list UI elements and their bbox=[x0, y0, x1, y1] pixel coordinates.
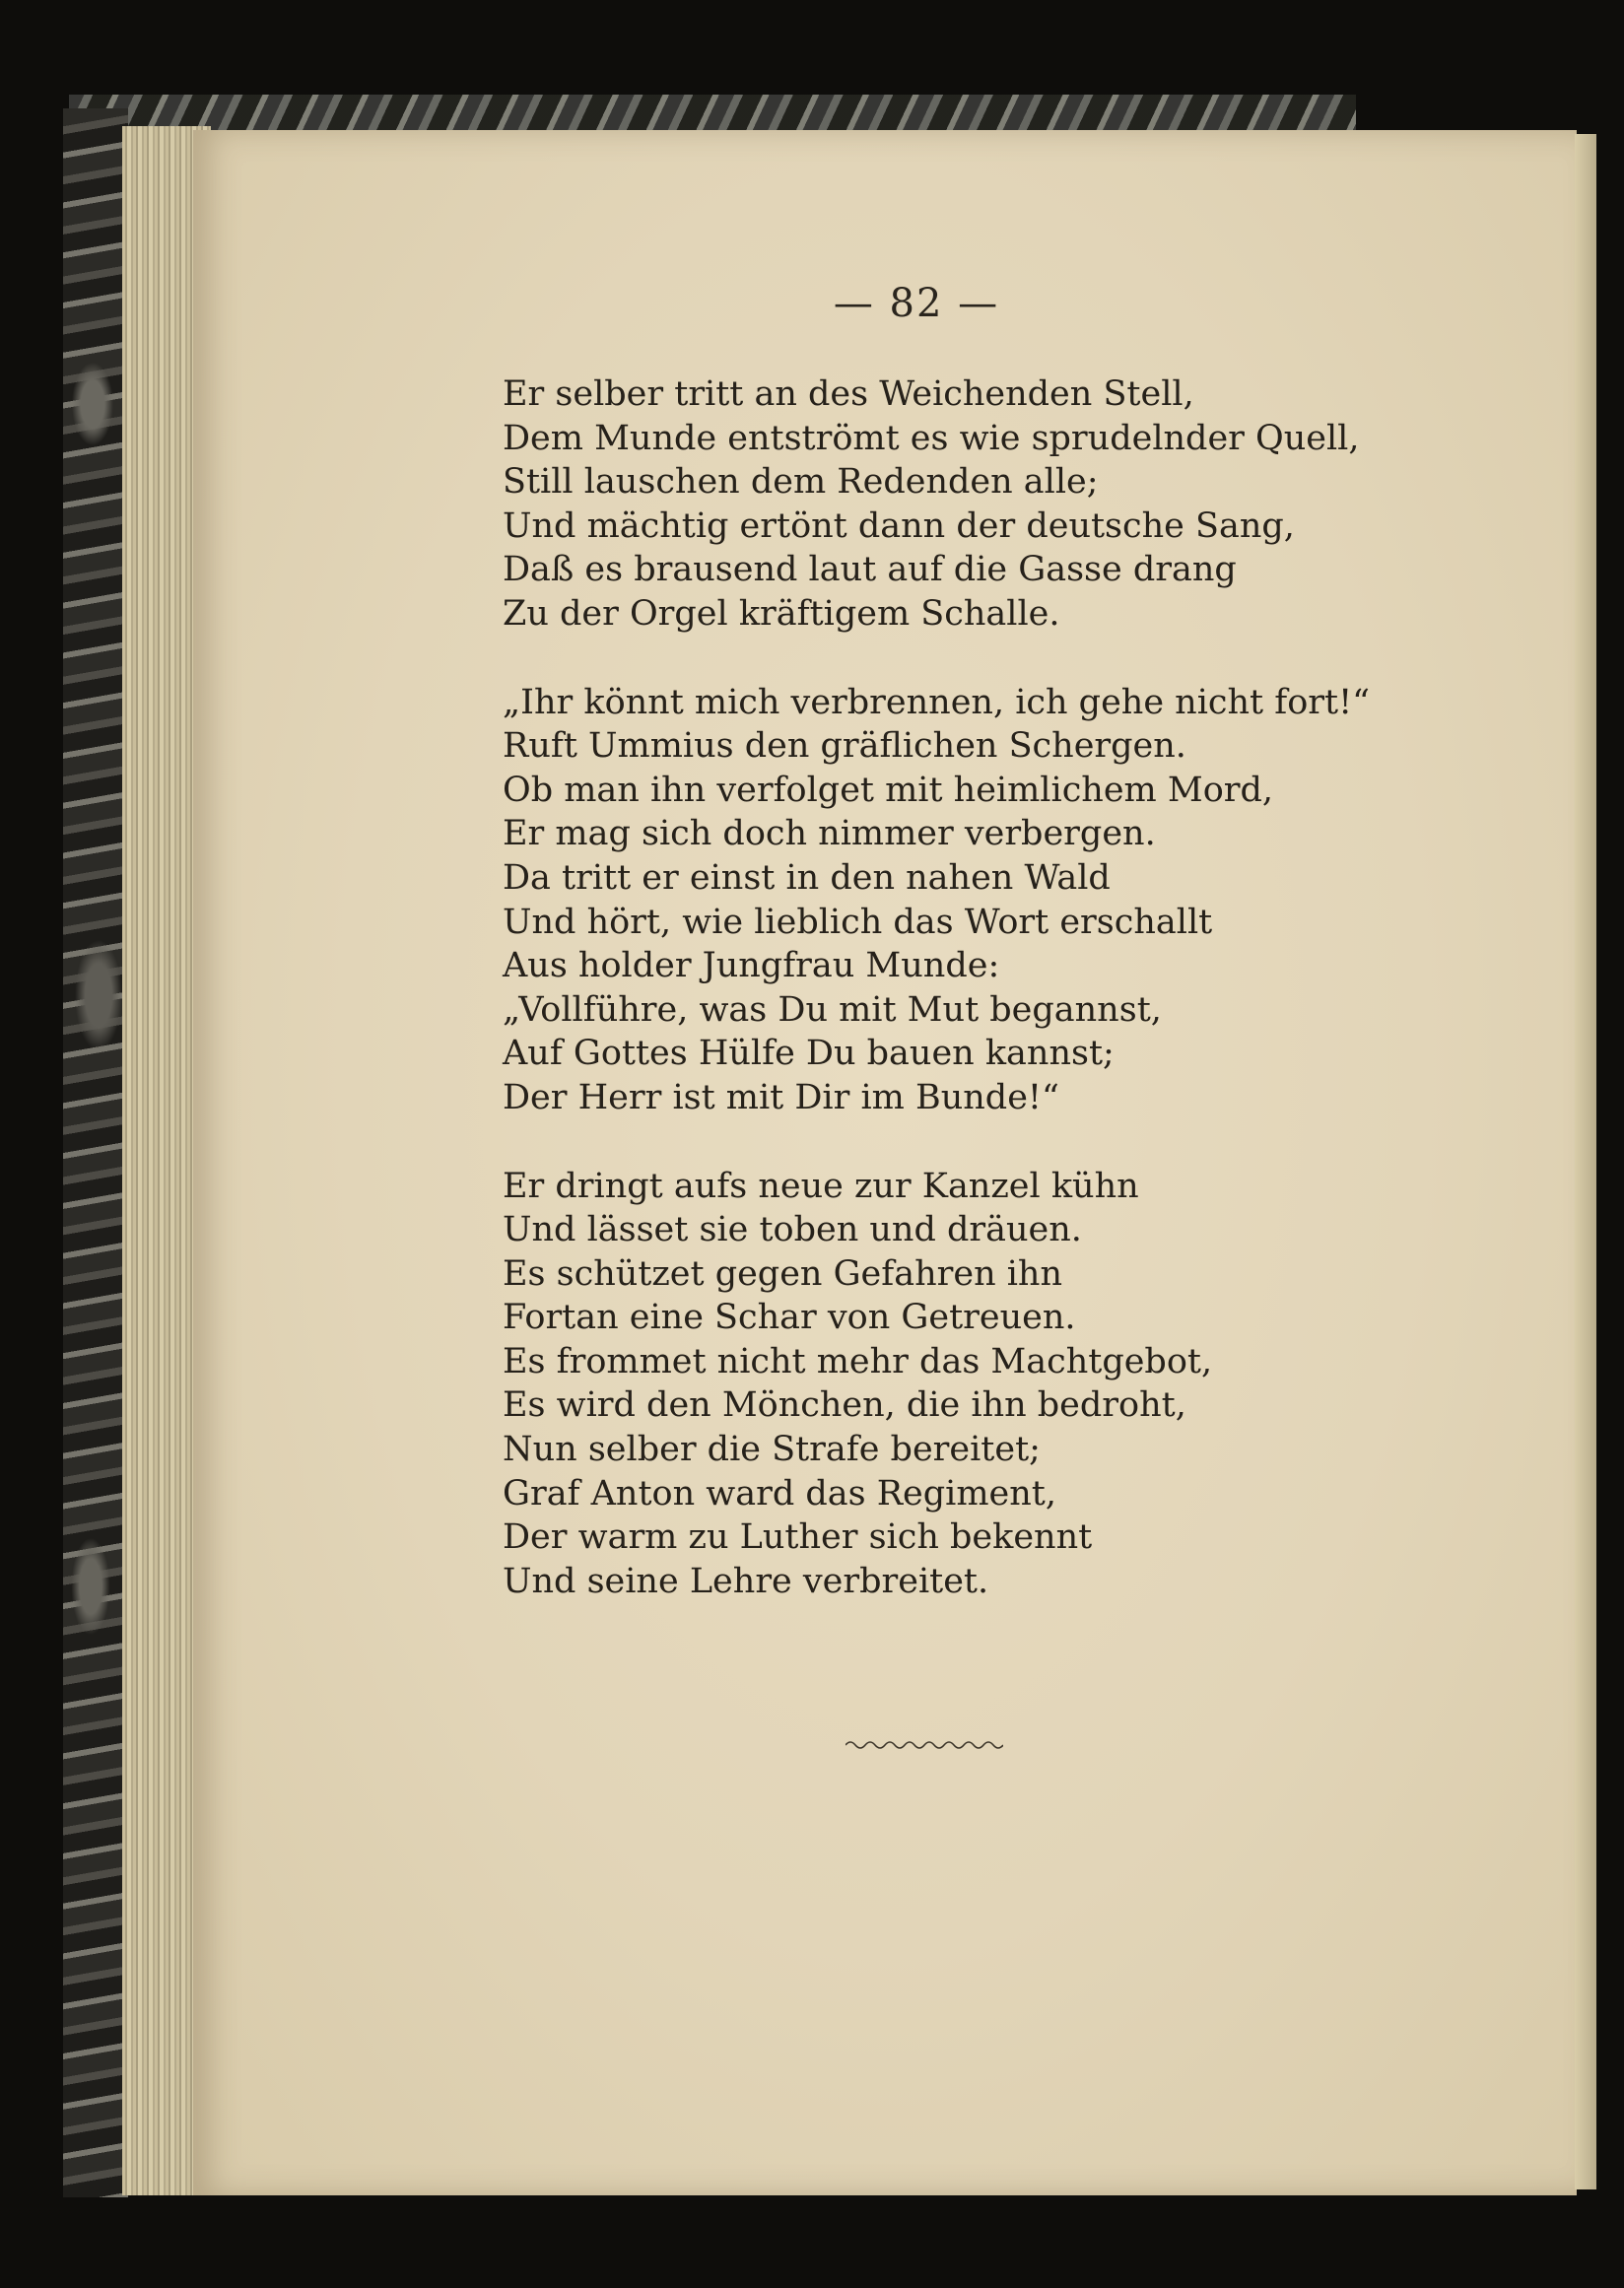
poem-line: Der Herr ist mit Dir im Bunde!“ bbox=[503, 1077, 1059, 1117]
poem-line: Aus holder Jungfrau Munde: bbox=[503, 946, 1000, 986]
poem-line: Zu der Orgel kräftigem Schalle. bbox=[503, 593, 1060, 634]
poem-line: Und mächtig ertönt dann der deutsche Sang, bbox=[503, 505, 1295, 546]
stanza-3 bbox=[503, 1165, 1449, 1604]
poem-line: Er mag sich doch nimmer verbergen. bbox=[503, 814, 1156, 854]
poem-line: Es frommet nicht mehr das Machtgebot, bbox=[503, 1341, 1213, 1381]
poem-text bbox=[503, 372, 1449, 1648]
poem-line: Graf Anton ward das Regiment, bbox=[503, 1473, 1056, 1514]
stanza-1 bbox=[503, 372, 1449, 637]
page-number: — 82 — bbox=[833, 281, 1000, 326]
poem-line: Der warm zu Luther sich bekennt bbox=[503, 1517, 1093, 1558]
poem-line: Auf Gottes Hülfe Du bauen kannst; bbox=[503, 1034, 1115, 1074]
book-cover-top-edge bbox=[69, 95, 1356, 132]
poem-line: Es schützet gegen Gefahren ihn bbox=[503, 1253, 1063, 1294]
poem-line: Ruft Ummius den gräflichen Schergen. bbox=[503, 726, 1186, 767]
poem-line: Er selber tritt an des Weichenden Stell, bbox=[503, 374, 1194, 414]
wavy-ornament-divider bbox=[846, 1738, 1003, 1752]
marbled-book-cover bbox=[63, 108, 128, 2197]
poem-line: Nun selber die Strafe bereitet; bbox=[503, 1430, 1041, 1470]
poem-line: Es wird den Mönchen, die ihn bedroht, bbox=[503, 1385, 1186, 1426]
poem-line: Und hört, wie lieblich das Wort erschallt bbox=[503, 902, 1213, 942]
poem-line: „Ihr könnt mich verbrennen, ich gehe nicht fort!“ bbox=[503, 682, 1371, 722]
poem-line: Und lässet sie toben und dräuen. bbox=[503, 1210, 1082, 1250]
poem-line: Er dringt aufs neue zur Kanzel kühn bbox=[503, 1166, 1139, 1206]
poem-line: „Vollführe, was Du mit Mut begannst, bbox=[503, 989, 1162, 1030]
page-right-edge bbox=[1575, 134, 1596, 2189]
poem-line: Da tritt er einst in den nahen Wald bbox=[503, 857, 1111, 898]
poem-line: Ob man ihn verfolget mit heimlichem Mord, bbox=[503, 770, 1274, 810]
poem-line: Und seine Lehre verbreitet. bbox=[503, 1561, 989, 1601]
poem-line: Dem Munde entströmt es wie sprudelnder Quell, bbox=[503, 418, 1360, 458]
poem-line: Daß es brausend laut auf die Gasse drang bbox=[503, 550, 1237, 590]
stanza-2 bbox=[503, 681, 1449, 1120]
poem-line: Fortan eine Schar von Getreuen. bbox=[503, 1298, 1076, 1338]
poem-line: Still lauschen dem Redenden alle; bbox=[503, 462, 1099, 503]
